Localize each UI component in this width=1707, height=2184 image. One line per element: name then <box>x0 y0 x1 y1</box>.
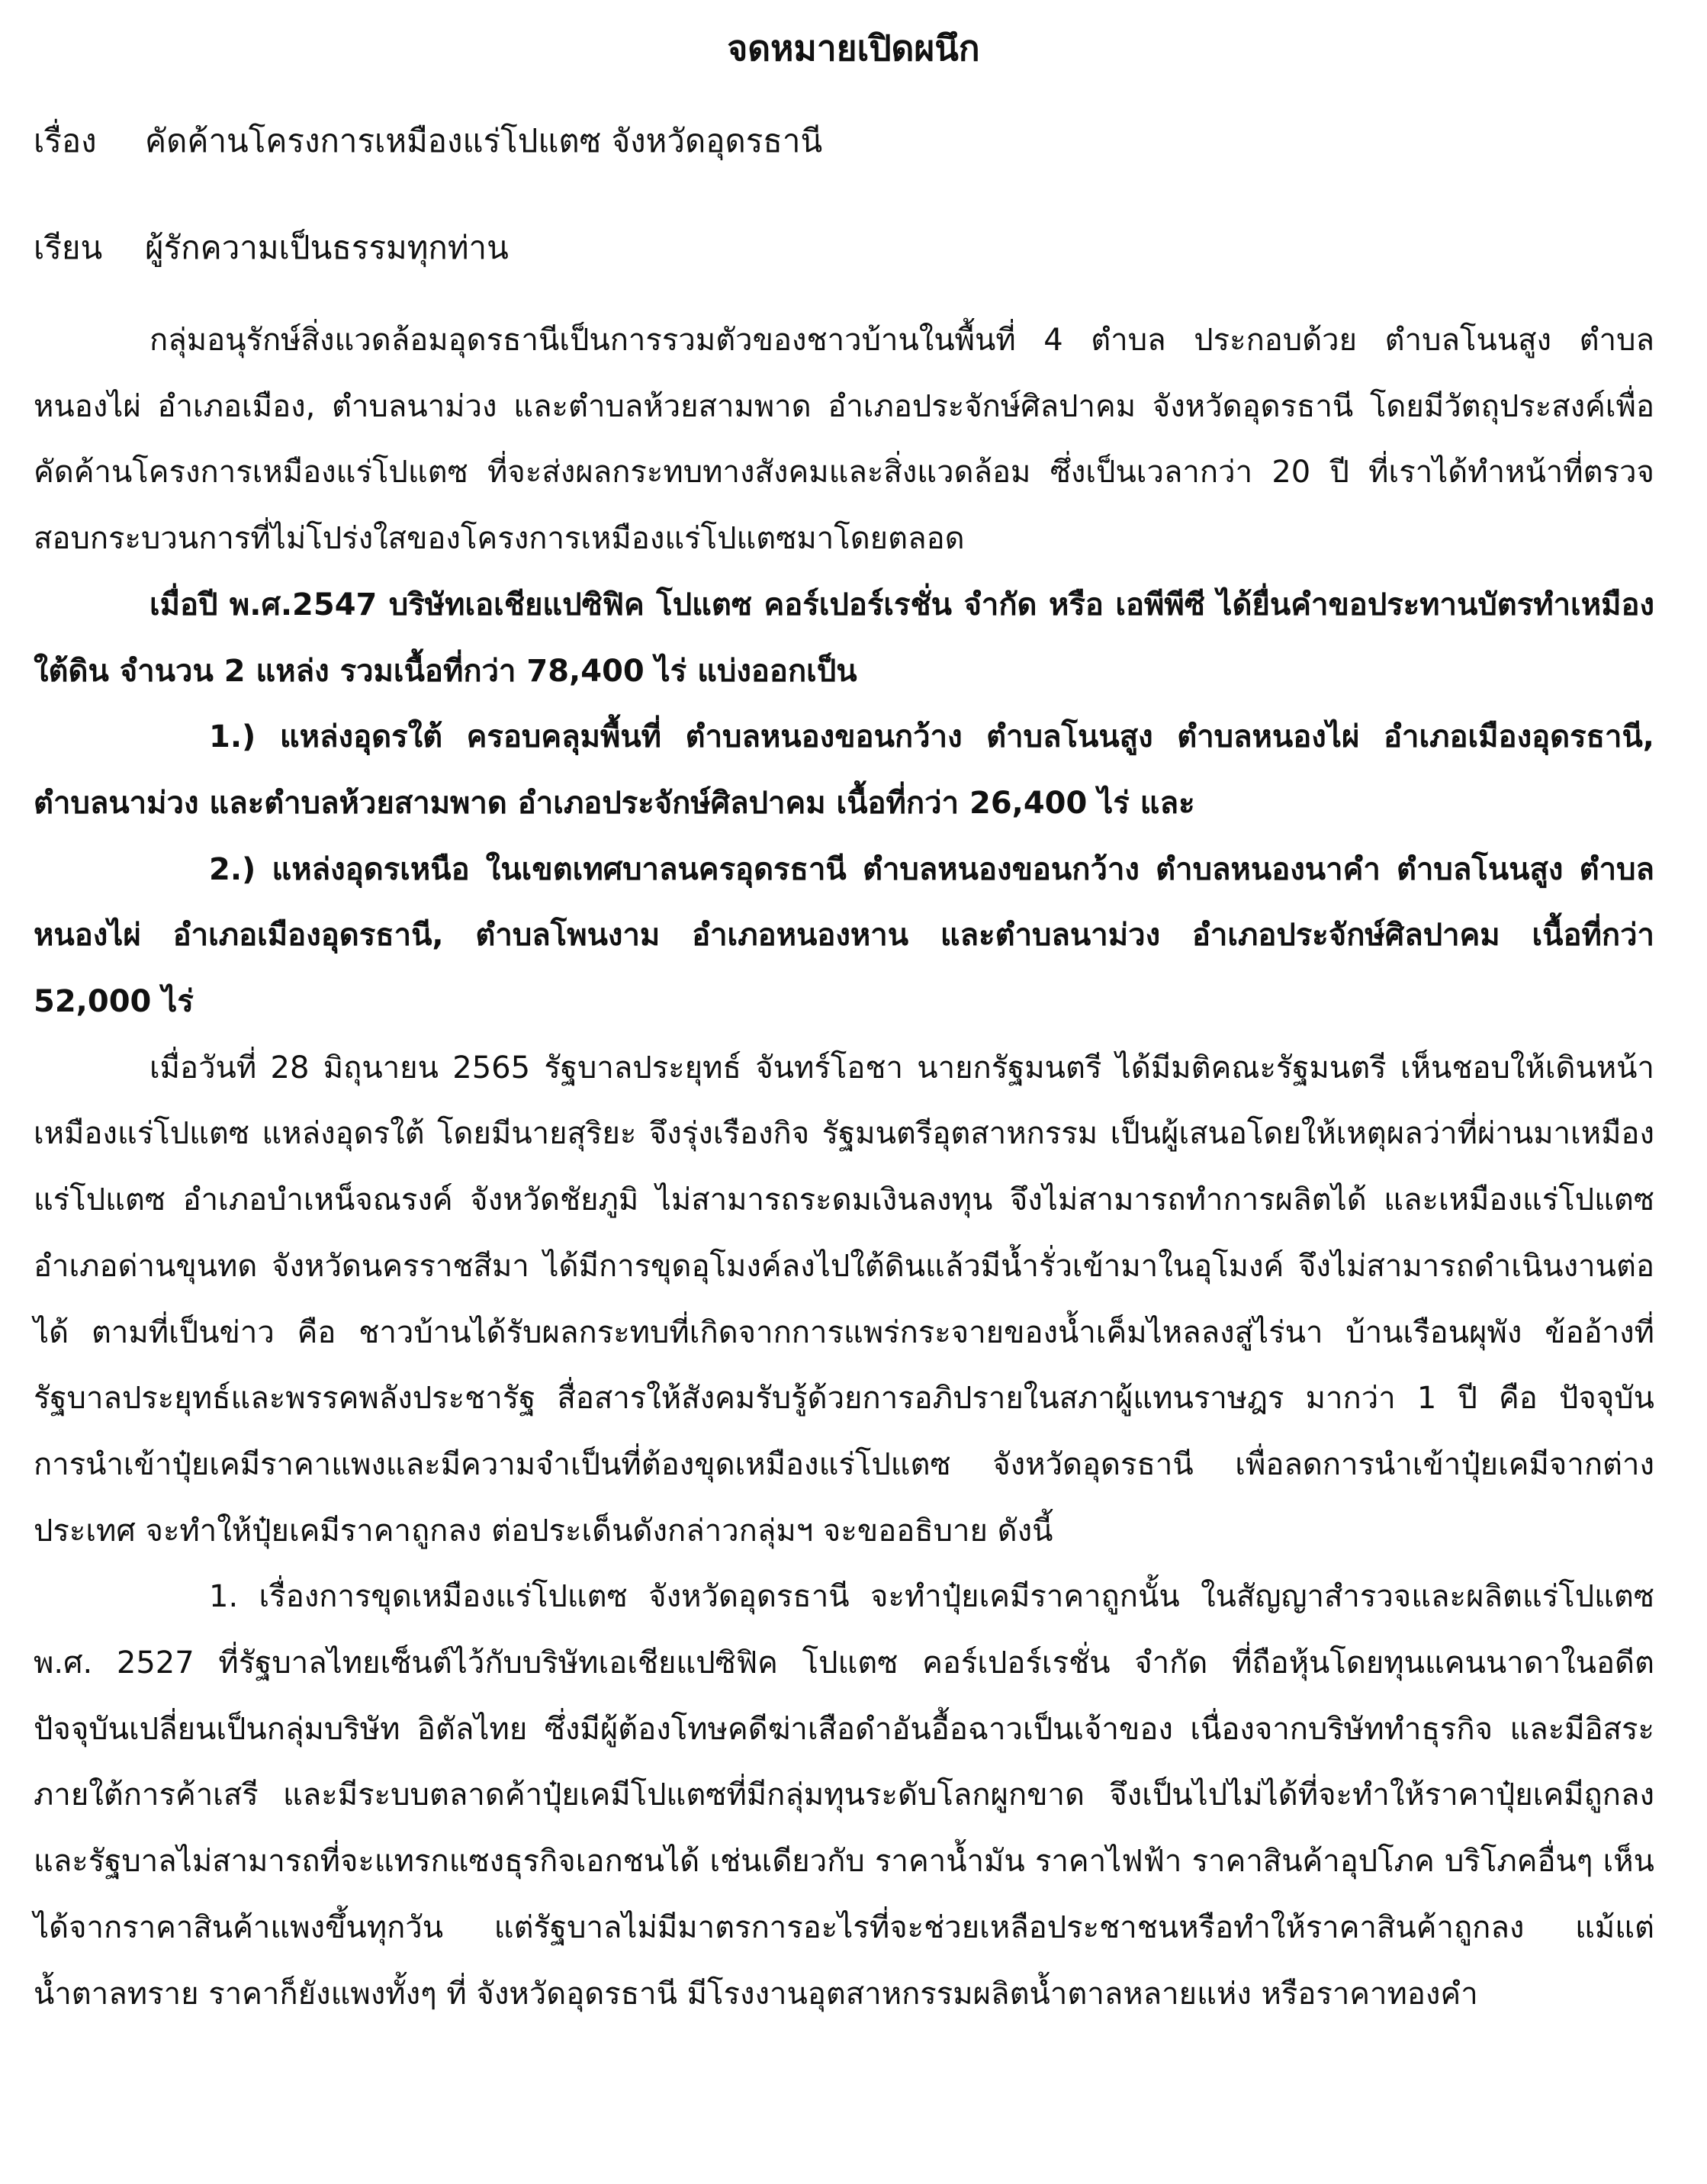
paragraph-point-1: 1. เรื่องการขุดเหมืองแร่โปแตซ จังหวัดอุดรธานี จะทำปุ๋ยเคมีราคาถูกนั้น ในสัญญาสำรวจและผลิตแร่โปแตซ พ.ศ. 2527 ที่รัฐบาลไทยเซ็นต์ไว้กับบริษัทเอเชียแปซิฟิค โปแตซ คอร์เปอร์เรชั่น จำกัด ที่ถือหุ้นโดยทุนแคนนาดาในอดีต ปัจจุบันเปลี่ยนเป็นกลุ่มบริษัท อิตัลไทย ซึ่งมีผู้ต้องโทษคดีฆ่าเสือดำอันอื้อฉาวเป็นเจ้าของ เนื่องจากบริษัททำธุรกิจ และมีอิสระภายใต้การค้าเสรี และมีระบบตลาดค้าปุ๋ยเคมีโปแตซที่มีกลุ่มทุนระดับโลกผูกขาด จึงเป็นไปไม่ได้ที่จะทำให้ราคาปุ๋ยเคมีถูกลง และรัฐบาลไม่สามารถที่จะแทรกแซงธุรกิจเอกชนได้ เช่นเดียวกับ ราคาน้ำมัน ราคาไฟฟ้า ราคาสินค้าอุปโภค บริโภคอื่นๆ เห็นได้จากราคาสินค้าแพงขึ้นทุกวัน แต่รัฐบาลไม่มีมาตรการอะไรที่จะช่วยเหลือประชาชนหรือทำให้ราคาสินค้าถูกลง แม้แต่น้ำตาลทราย ราคาก็ยังแพงทั้งๆ ที่ จังหวัดอุดรธานี มีโรงงานอุตสาหกรรมผลิตน้ำตาลหลายแห่ง หรือราคาทองคำ <box>34 1579 1654 2012</box>
subject-line <box>34 114 1673 168</box>
salutation-text: ผู้รักความเป็นธรรมทุกท่าน <box>145 229 509 266</box>
subject-label: เรื่อง <box>34 122 97 159</box>
paragraph-cabinet-resolution: เมื่อวันที่ 28 มิถุนายน 2565 รัฐบาลประยุทธ์ จันทร์โอชา นายกรัฐมนตรี ได้มีมติคณะรัฐมนตรี เห็นชอบให้เดินหน้าเหมืองแร่โปแตซ แหล่งอุดรใต้ โดยมีนายสุริยะ จึงรุ่งเรืองกิจ รัฐมนตรีอุตสาหกรรม เป็นผู้เสนอโดยให้เหตุผลว่าที่ผ่านมาเหมืองแร่โปแตซ อำเภอบำเหน็จณรงค์ จังหวัดชัยภูมิ ไม่สามารถระดมเงินลงทุน จึงไม่สามารถทำการผลิตได้ และเหมืองแร่โปแตซ อำเภอด่านขุนทด จังหวัดนครราชสีมา ได้มีการขุดอุโมงค์ลงไปใต้ดินแล้วมีน้ำรั่วเข้ามาในอุโมงค์ จึงไม่สามารถดำเนินงานต่อได้ ตามที่เป็นข่าว คือ ชาวบ้านได้รับผลกระทบที่เกิดจากการแพร่กระจายของน้ำเค็มไหลลงสู่ไร่นา บ้านเรือนผุพัง ข้ออ้างที่รัฐบาลประยุทธ์และพรรคพลังประชารัฐ สื่อสารให้สังคมรับรู้ด้วยการอภิปรายในสภาผู้แทนราษฎร มากว่า 1 ปี คือ ปัจจุบันการนำเข้าปุ๋ยเคมีราคาแพงและมีความจำเป็นที่ต้องขุดเหมืองแร่โปแตซ จังหวัดอุดรธานี เพื่อลดการนำเข้าปุ๋ยเคมีจากต่างประเทศ จะทำให้ปุ๋ยเคมีราคาถูกลง ต่อประเด็นดังกล่าวกลุ่มฯ จะขออธิบาย ดังนี้ <box>34 1050 1654 1549</box>
document-title: จดหมายเปิดผนึก <box>727 27 980 69</box>
paragraph-concession-request: เมื่อปี พ.ศ.2547 บริษัทเอเชียแปซิฟิค โปแตซ คอร์เปอร์เรชั่น จำกัด หรือ เอพีพีซี ได้ยื่นคำขอประทานบัตรทำเหมืองใต้ดิน จำนวน 2 แหล่ง รวมเนื้อที่กว่า 78,400 ไร่ แบ่งออกเป็น <box>34 587 1654 689</box>
salutation-label: เรียน <box>34 229 103 266</box>
paragraph-udon-south: 1.) แหล่งอุดรใต้ ครอบคลุมพื้นที่ ตำบลหนองขอนกว้าง ตำบลโนนสูง ตำบลหนองไผ่ อำเภอเมืองอุดรธานี, ตำบลนาม่วง และตำบลห้วยสามพาด อำเภอประจักษ์ศิลปาคม เนื้อที่กว่า 26,400 ไร่ และ <box>34 719 1654 821</box>
paragraph-udon-north: 2.) แหล่งอุดรเหนือ ในเขตเทศบาลนครอุดรธานี ตำบลหนองขอนกว้าง ตำบลหนองนาคำ ตำบลโนนสูง ตำบลหนองไผ่ อำเภอเมืองอุดรธานี, ตำบลโพนงาม อำเภอหนองหาน และตำบลนาม่วง อำเภอประจักษ์ศิลปาคม เนื้อที่กว่า 52,000 ไร่ <box>34 851 1654 1020</box>
letter-body <box>34 307 1654 2027</box>
salutation-line <box>34 221 1673 275</box>
subject-text: คัดค้านโครงการเหมืองแร่โปแตซ จังหวัดอุดรธานี <box>145 122 823 159</box>
paragraph-intro: กลุ่มอนุรักษ์สิ่งแวดล้อมอุดรธานีเป็นการรวมตัวของชาวบ้านในพื้นที่ 4 ตำบล ประกอบด้วย ตำบลโนนสูง ตำบลหนองไผ่ อำเภอเมือง, ตำบลนาม่วง และตำบลห้วยสามพาด อำเภอประจักษ์ศิลปาคม จังหวัดอุดรธานี โดยมีวัตถุประสงค์เพื่อคัดค้านโครงการเหมืองแร่โปแตซ ที่จะส่งผลกระทบทางสังคมและสิ่งแวดล้อม ซึ่งเป็นเวลากว่า 20 ปี ที่เราได้ทำหน้าที่ตรวจสอบกระบวนการที่ไม่โปร่งใสของโครงการเหมืองแร่โปแตซมาโดยตลอด <box>34 323 1654 557</box>
